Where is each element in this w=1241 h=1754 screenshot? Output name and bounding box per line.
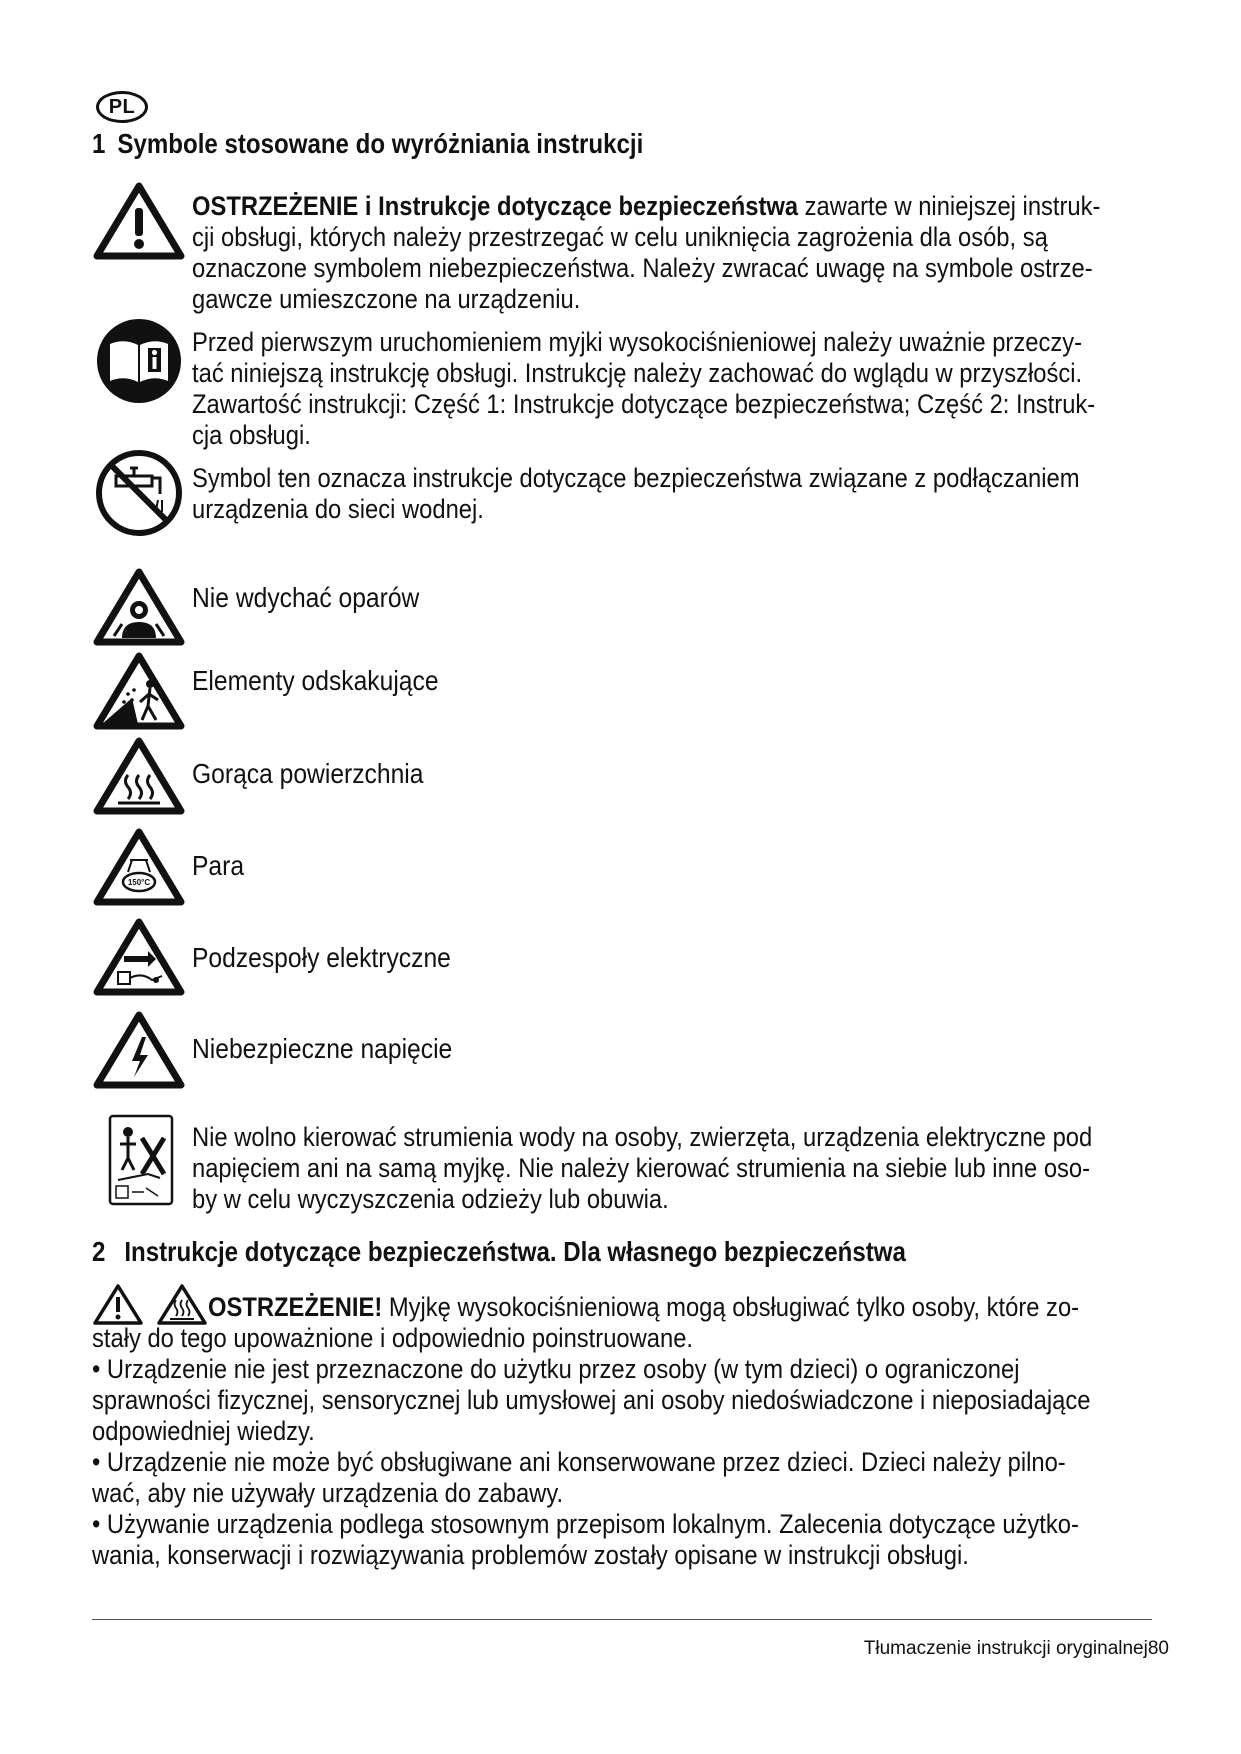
warning-line: cji obsługi, których należy przestrzegać w celu uniknięcia zagrożenia dla osób, są	[192, 222, 1048, 252]
page-number: 80	[1147, 1638, 1169, 1659]
symbol-label-hot-surface: Gorąca powierzchnia	[192, 758, 424, 789]
section-2-line: wać, aby nie używały urządzenia do zabawy.	[92, 1478, 564, 1508]
jet-line: Nie wolno kierować strumienia wody na osoby, zwierzęta, urządzenia elektryczne pod	[192, 1122, 1093, 1152]
no-spray-at-people-icon	[108, 1114, 174, 1206]
warning-paragraph	[192, 191, 1101, 315]
manual-line: Zawartość instrukcji: Część 1: Instrukcje dotyczące bezpieczeństwa; Część 2: Instruk-	[192, 389, 1096, 419]
warning-triangle-icon	[92, 180, 186, 260]
manual-paragraph	[192, 327, 1096, 451]
flying-debris-warning-icon	[92, 650, 186, 730]
symbol-label-voltage: Niebezpieczne napięcie	[192, 1033, 453, 1064]
section-2-heading	[92, 1236, 906, 1268]
symbol-label-steam: Para	[192, 850, 245, 881]
section-1-title: Symbole stosowane do wyróżniania instrukcji	[117, 128, 644, 159]
hot-steam-small-warning-icon	[156, 1282, 208, 1326]
jet-line: by w celu wyczyszczenia odzieży lub obuwia.	[192, 1184, 669, 1214]
manual-line: Przed pierwszym uruchomieniem myjki wysokociśnieniowej należy uważnie przeczy-	[192, 327, 1082, 357]
symbol-label-electrical: Podzespoły elektryczne	[192, 942, 451, 973]
section-2-line: • Urządzenie nie jest przeznaczone do użytku przez osoby (w tym dzieci) o ograniczonej	[92, 1354, 1020, 1384]
warning-line-1	[192, 191, 1101, 222]
steam-warning-icon	[92, 826, 186, 906]
section-2-warning-line	[208, 1292, 1176, 1323]
electrical-components-warning-icon	[92, 916, 186, 996]
warning-line: gawcze umieszczone na urządzeniu.	[192, 284, 581, 314]
page-footer	[864, 1638, 1169, 1660]
language-badge: PL	[96, 91, 148, 123]
section-1-number: 1	[92, 128, 106, 159]
manual-line: tać niniejszą instrukcję obsługi. Instrukcję należy zachować do wglądu w przyszłości.	[192, 358, 1083, 388]
hot-surface-warning-icon	[92, 735, 186, 815]
section-2-body	[92, 1323, 1091, 1571]
section-1-heading	[92, 128, 643, 160]
water-paragraph	[192, 463, 1080, 525]
manual-line: cja obsługi.	[192, 420, 311, 450]
footer-text: Tłumaczenie instrukcji oryginalnej	[863, 1638, 1148, 1659]
read-manual-icon	[96, 318, 182, 404]
section-2-warning-rest: Myjkę wysokociśnieniową mogą obsługiwać tylko osoby, które zo-	[382, 1292, 1080, 1322]
symbol-label-debris: Elementy odskakujące	[192, 665, 439, 696]
water-line: urządzenia do sieci wodnej.	[192, 494, 484, 524]
water-line: Symbol ten oznacza instrukcje dotyczące bezpieczeństwa związane z podłączaniem	[192, 463, 1080, 493]
section-2-number: 2	[92, 1236, 106, 1267]
high-voltage-warning-icon	[92, 1009, 186, 1089]
section-2-line: sprawności fizycznej, sensorycznej lub umysłowej ani osoby niedoświadczone i nieposiadające	[92, 1385, 1091, 1415]
warning-bold-text: OSTRZEŻENIE i Instrukcje dotyczące bezpieczeństwa	[192, 191, 799, 221]
section-2-line: stały do tego upoważnione i odpowiednio poinstruowane.	[92, 1323, 694, 1353]
warning-triangle-small-icon	[92, 1282, 144, 1326]
footer-divider	[92, 1619, 1152, 1620]
steam-temperature-text: 150°C	[127, 878, 151, 887]
section-2-line: odpowiedniej wiedzy.	[92, 1416, 315, 1446]
section-2-line: • Używanie urządzenia podlega stosownym przepisom lokalnym. Zalecenia dotyczące użytko-	[92, 1509, 1079, 1539]
jet-paragraph	[192, 1122, 1093, 1215]
water-network-prohibition-icon	[94, 448, 184, 538]
symbol-label-fumes: Nie wdychać oparów	[192, 582, 420, 613]
warning-line: oznaczone symbolem niebezpieczeństwa. Należy zwracać uwagę na symbole ostrze-	[192, 253, 1093, 283]
fumes-warning-icon	[92, 566, 186, 646]
warning-text-part: zawarte w niniejszej instruk-	[798, 191, 1101, 221]
section-2-line: wania, konserwacji i rozwiązywania problemów zostały opisane w instrukcji obsługi.	[92, 1540, 969, 1570]
section-2-line: • Urządzenie nie może być obsługiwane ani konserwowane przez dzieci. Dzieci należy pilno-	[92, 1447, 1066, 1477]
section-2-title: Instrukcje dotyczące bezpieczeństwa. Dla własnego bezpieczeństwa	[124, 1236, 906, 1267]
jet-line: napięciem ani na samą myjkę. Nie należy kierować strumienia na siebie lub inne oso-	[192, 1153, 1091, 1183]
section-2-warning-bold: OSTRZEŻENIE!	[208, 1292, 383, 1322]
